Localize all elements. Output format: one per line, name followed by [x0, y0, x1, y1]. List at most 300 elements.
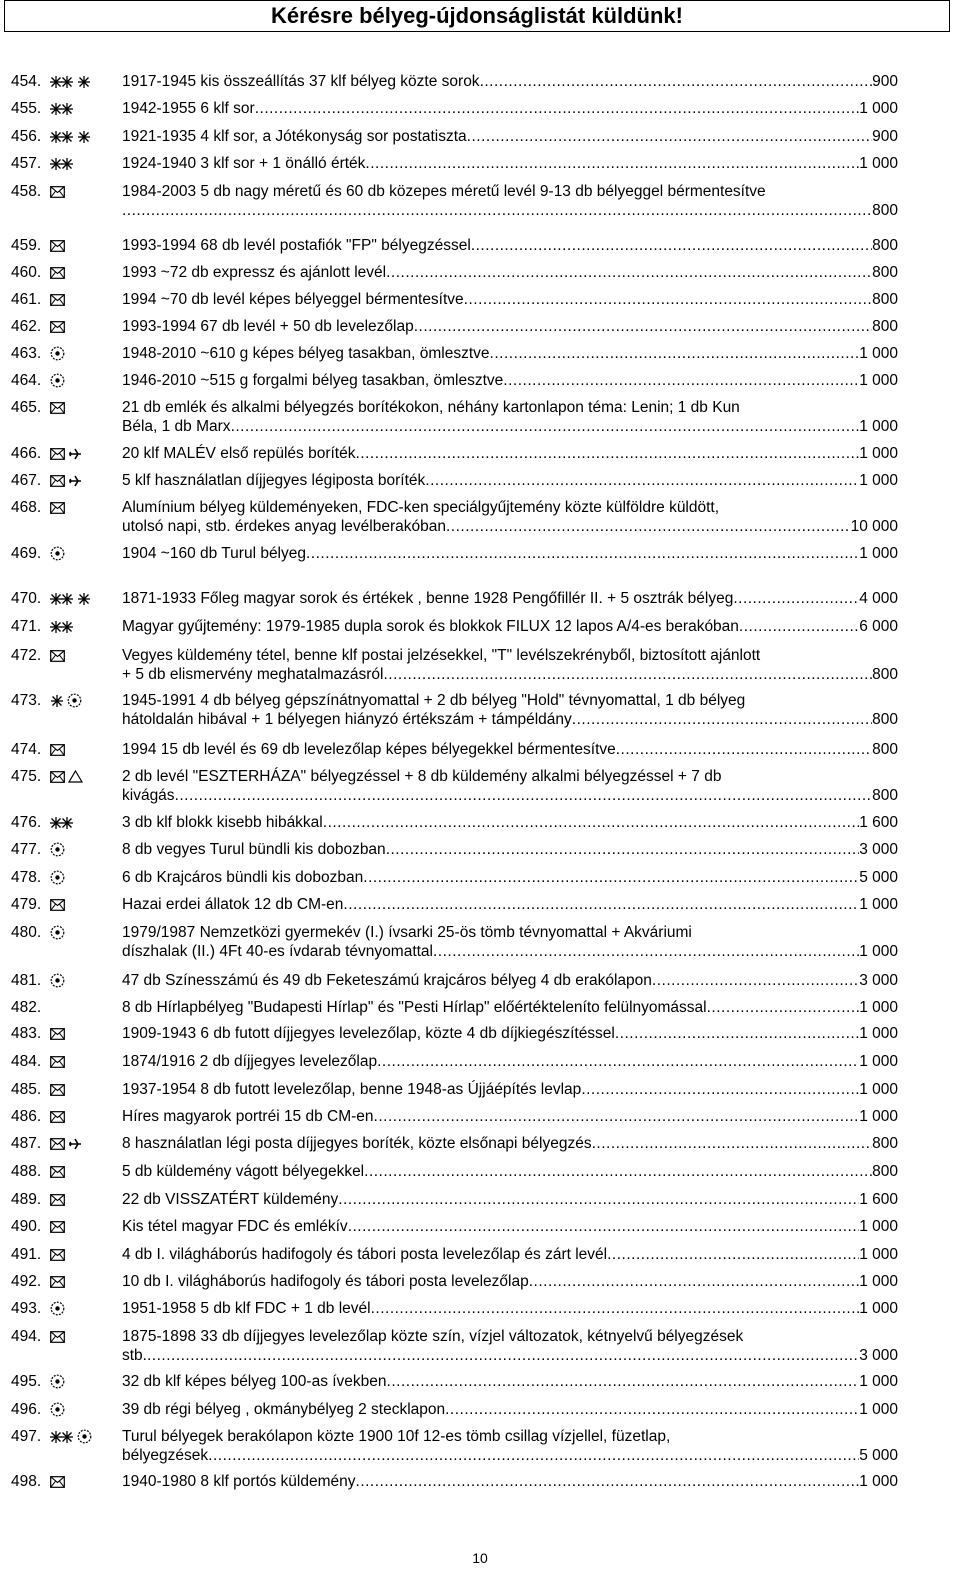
lot-price: 1 600	[859, 1191, 898, 1208]
dot-leader	[503, 371, 859, 390]
lot-price: 3 000	[859, 972, 898, 989]
envelope-icon	[50, 1056, 65, 1068]
lot-description-line: bélyegzések	[122, 1447, 209, 1464]
lot-icons	[50, 897, 65, 912]
lot-description	[122, 344, 898, 363]
dot-leader	[386, 840, 860, 859]
lot-number: 477.	[11, 841, 42, 858]
lot-number: 478.	[11, 869, 42, 886]
dot-leader	[231, 417, 860, 436]
lot-description-line: 1924-1940 3 klf sor + 1 önálló érték	[122, 155, 366, 172]
lot-price: 3 000	[859, 841, 898, 858]
lot-icons	[50, 842, 65, 857]
lot-icons	[50, 74, 91, 89]
lot-price: 5 000	[859, 869, 898, 886]
lot-icons	[50, 346, 65, 361]
lot-description	[122, 740, 898, 759]
lot-number: 470.	[11, 590, 42, 607]
lot-number: 498.	[11, 1473, 42, 1490]
page-title: Kérésre bélyeg-újdonságlistát küldünk!	[271, 3, 683, 28]
lot-number: 468.	[11, 499, 42, 516]
postmark-icon	[77, 1429, 92, 1444]
lot-price: 800	[872, 711, 898, 728]
lot-number: 479.	[11, 896, 42, 913]
lot-price: 1 000	[859, 418, 898, 435]
lot-icons	[50, 1329, 65, 1344]
lot-description	[122, 813, 898, 832]
lot-description-line: utolsó napi, stb. érdekes anyag levélberakóban	[122, 518, 446, 535]
dot-leader	[572, 710, 872, 729]
dot-leader	[387, 1372, 860, 1391]
dot-leader	[616, 740, 872, 759]
envelope-icon	[50, 475, 65, 487]
lot-icons	[50, 815, 74, 830]
lot-price: 1 000	[859, 1300, 898, 1317]
lot-icons	[50, 973, 65, 988]
dot-leader	[356, 1472, 860, 1491]
envelope-icon	[50, 1166, 65, 1178]
envelope-icon	[50, 294, 65, 306]
lot-description	[122, 1427, 898, 1465]
lot-icons	[50, 619, 74, 634]
envelope-icon	[50, 1276, 65, 1288]
lot-description-line: 1951-1958 5 db klf FDC + 1 db levél	[122, 1300, 371, 1317]
dot-leader	[471, 236, 872, 255]
lot-number: 493.	[11, 1300, 42, 1317]
dot-leader	[208, 1446, 859, 1465]
dot-leader	[446, 517, 851, 536]
lot-icons	[50, 591, 91, 606]
lot-price: 1 000	[859, 1081, 898, 1098]
envelope-icon	[50, 650, 65, 662]
lot-description-line: 1921-1935 4 klf sor, a Jótékonyság sor postatiszta	[122, 128, 467, 145]
lot-price: 1 000	[859, 100, 898, 117]
lot-description-line: Vegyes küldemény tétel, benne klf postai jelzésekkel, "T" levélszekrényből, biztosított ajánlott	[122, 647, 761, 664]
lot-number: 457.	[11, 155, 42, 172]
lot-number: 483.	[11, 1025, 42, 1042]
envelope-icon	[50, 267, 65, 279]
lot-description	[122, 263, 898, 282]
lot-description	[122, 498, 898, 536]
lot-description-line: hátoldalán hibával + 1 bélyegen hiányzó értékszám + támpéldány	[122, 711, 572, 728]
lot-number: 487.	[11, 1135, 42, 1152]
lot-description	[122, 1272, 898, 1291]
page-number: 10	[472, 1550, 488, 1566]
lot-number: 484.	[11, 1053, 42, 1070]
envelope-icon	[50, 1084, 65, 1096]
lot-price: 800	[872, 666, 898, 683]
page-banner	[4, 0, 950, 32]
lot-number: 454.	[11, 73, 42, 90]
dot-leader	[371, 1299, 860, 1318]
airplane-icon	[68, 474, 82, 488]
lot-description	[122, 895, 898, 914]
lot-icons	[50, 156, 74, 171]
postmark-icon	[50, 870, 65, 885]
lot-description-line: Alumínium bélyeg küldeményeken, FDC-ken speciálgyűjtemény közte külföldre küldött,	[122, 499, 720, 516]
lot-number: 476.	[11, 814, 42, 831]
dot-leader	[306, 544, 859, 563]
lot-description-line: 1937-1954 8 db futott levelezőlap, benne 1948-as Újjáépítés levlap	[122, 1081, 582, 1098]
lot-description	[122, 1400, 898, 1419]
lot-description-line: + 5 db elismervény meghatalmazásról	[122, 666, 384, 683]
lot-price: 800	[872, 787, 898, 804]
dot-leader	[480, 72, 873, 91]
dot-leader	[529, 1272, 859, 1291]
lot-number: 491.	[11, 1246, 42, 1263]
lot-description-line: 22 db VISSZATÉRT küldemény	[122, 1191, 339, 1208]
lot-icons	[50, 693, 82, 708]
lot-description	[122, 1052, 898, 1071]
envelope-icon	[50, 1138, 65, 1150]
dot-leader	[615, 1024, 859, 1043]
lot-description-line: 39 db régi bélyeg , okmánybélyeg 2 stecklapon	[122, 1401, 446, 1418]
lot-description	[122, 371, 898, 390]
envelope-icon	[50, 1476, 65, 1488]
lot-description-line: 1984-2003 5 db nagy méretű és 60 db közepes méretű levél 9-13 db bélyeggel bérmentesítve	[122, 183, 766, 200]
lot-icons	[50, 1054, 65, 1069]
lot-description-line: 1994 ~70 db levél képes bélyeggel bérmentesítve	[122, 291, 464, 308]
lot-description-line: 4 db I. világháborús hadifogoly és tábori posta levelezőlap és zárt levél	[122, 1246, 608, 1263]
lot-number: 490.	[11, 1218, 42, 1235]
lot-description	[122, 1245, 898, 1264]
airplane-icon	[68, 1137, 82, 1151]
envelope-icon	[50, 240, 65, 252]
lot-icons	[50, 292, 65, 307]
lot-number: 463.	[11, 345, 42, 362]
dot-leader	[363, 868, 859, 887]
envelope-icon	[50, 771, 65, 783]
lot-description-line: 8 használatlan légi posta díjjegyes boríték, közte elsőnapi bélyegzés	[122, 1135, 592, 1152]
lot-price: 1 000	[859, 1401, 898, 1418]
lot-icons	[50, 1274, 65, 1289]
postmark-icon	[50, 1374, 65, 1389]
lot-number: 460.	[11, 264, 42, 281]
lot-description-line: 1948-2010 ~610 g képes bélyeg tasakban, ömlesztve	[122, 345, 490, 362]
envelope-icon	[50, 321, 65, 333]
lot-description-line: stb.	[122, 1347, 147, 1364]
lot-description-line: 1946-2010 ~515 g forgalmi bélyeg tasakban, ömlesztve	[122, 372, 504, 389]
lot-description	[122, 1107, 898, 1126]
lot-price: 1 000	[859, 999, 898, 1016]
lot-description	[122, 767, 898, 805]
dot-leader	[607, 1245, 859, 1264]
lot-number: 475.	[11, 768, 42, 785]
lot-description	[122, 1299, 898, 1318]
dot-leader	[338, 1190, 859, 1209]
lot-description	[122, 923, 898, 961]
dot-leader	[425, 471, 859, 490]
postmark-icon	[67, 693, 82, 708]
lot-icons	[50, 1402, 65, 1417]
triangle-icon	[68, 770, 83, 783]
lot-price: 1 000	[859, 1373, 898, 1390]
lot-number: 467.	[11, 472, 42, 489]
lot-description	[122, 998, 898, 1017]
asterisk-double-icon	[50, 816, 74, 830]
airplane-icon	[68, 447, 82, 461]
lot-number: 488.	[11, 1163, 42, 1180]
dot-leader	[707, 998, 860, 1017]
dot-leader	[343, 895, 859, 914]
lot-number: 456.	[11, 128, 42, 145]
lot-description-line: 6 db Krajcáros bündli kis dobozban	[122, 869, 364, 886]
lot-description-line: 1904 ~160 db Turul bélyeg	[122, 545, 306, 562]
lot-description	[122, 99, 898, 118]
lot-description-line: 1917-1945 kis összeállítás 37 klf bélyeg közte sorok	[122, 73, 480, 90]
envelope-icon	[50, 1194, 65, 1206]
envelope-icon	[50, 502, 65, 514]
lot-price: 1 000	[859, 943, 898, 960]
lot-price: 800	[872, 291, 898, 308]
dot-leader	[592, 1134, 873, 1153]
lot-number: 497.	[11, 1428, 42, 1445]
lot-icons	[50, 238, 65, 253]
lot-price: 4 000	[859, 590, 898, 607]
lot-number: 464.	[11, 372, 42, 389]
lot-price: 1 000	[859, 1025, 898, 1042]
postmark-icon	[50, 373, 65, 388]
lot-description	[122, 868, 898, 887]
lot-description	[122, 127, 898, 146]
lot-description-line: 1945-1991 4 db bélyeg gépszínátnyomattal + 2 db bélyeg "Hold" tévnyomattal, 1 db bélyeg	[122, 692, 746, 709]
lot-description	[122, 1217, 898, 1236]
dot-leader	[323, 813, 859, 832]
envelope-icon	[50, 744, 65, 756]
lot-description-line: 5 klf használatlan díjjegyes légiposta boríték	[122, 472, 426, 489]
lot-description	[122, 646, 898, 684]
lot-icons	[50, 1026, 65, 1041]
lot-icons	[50, 1082, 65, 1097]
lot-number: 481.	[11, 972, 42, 989]
lot-description-line: 1871-1933 Főleg magyar sorok és értékek , benne 1928 Pengőfillér II. + 5 osztrák bélyeg	[122, 590, 734, 607]
dot-leader	[348, 1217, 860, 1236]
lot-number: 471.	[11, 618, 42, 635]
lot-description	[122, 1327, 898, 1365]
lot-icons	[50, 1164, 65, 1179]
lot-description	[122, 471, 898, 490]
dot-leader	[122, 201, 872, 220]
postmark-icon	[50, 973, 65, 988]
lot-description-line: 1940-1980 8 klf portós küldemény	[122, 1473, 356, 1490]
lot-price: 1 000	[859, 372, 898, 389]
lot-price: 1 000	[859, 445, 898, 462]
lot-description-line: 3 db klf blokk kisebb hibákkal	[122, 814, 323, 831]
lot-description	[122, 444, 898, 463]
lot-icons	[50, 1429, 92, 1444]
dot-leader	[175, 786, 873, 805]
lot-price: 1 600	[859, 814, 898, 831]
lot-description	[122, 1190, 898, 1209]
lot-icons	[50, 1136, 82, 1151]
lot-description	[122, 1024, 898, 1043]
lot-description-line: 20 klf MALÉV első repülés boríték	[122, 445, 356, 462]
envelope-icon	[50, 1249, 65, 1261]
lot-icons	[50, 648, 65, 663]
envelope-icon	[50, 448, 65, 460]
asterisk-double-icon	[50, 592, 74, 606]
lot-description-line: 1993-1994 68 db levél postafiók "FP" bélyegzéssel	[122, 237, 471, 254]
lot-price: 800	[872, 237, 898, 254]
lot-description	[122, 154, 898, 173]
dot-leader	[581, 1080, 859, 1099]
lot-number: 462.	[11, 318, 42, 335]
lot-description	[122, 1134, 898, 1153]
lot-description-line: Turul bélyegek berakólapon közte 1900 10f 12-es tömb csillag vízjellel, füzetlap,	[122, 1428, 671, 1445]
lot-description	[122, 617, 898, 636]
lot-number: 472.	[11, 647, 42, 664]
lot-description-line: 1993-1994 67 db levél + 50 db levelezőlap	[122, 318, 414, 335]
lot-price: 800	[872, 741, 898, 758]
lot-price: 3 000	[859, 1347, 898, 1364]
lot-price: 1 000	[859, 545, 898, 562]
lot-price: 5 000	[859, 1447, 898, 1464]
lot-description-line: 1942-1955 6 klf sor	[122, 100, 255, 117]
lot-description-line: 1994 15 db levél és 69 db levelezőlap képes bélyegekkel bérmentesítve	[122, 741, 616, 758]
lot-description-line: Kis tétel magyar FDC és emlékív	[122, 1218, 348, 1235]
lot-price: 1 000	[859, 1108, 898, 1125]
asterisk-icon	[77, 75, 91, 89]
dot-leader	[364, 1162, 872, 1181]
lot-icons	[50, 925, 65, 940]
lot-number: 482.	[11, 999, 42, 1016]
asterisk-icon	[77, 130, 91, 144]
lot-description-line: kivágás	[122, 787, 175, 804]
envelope-icon	[50, 1028, 65, 1040]
lot-description-line: 1909-1943 6 db futott díjjegyes levelezőlap, közte 4 db díjkiegészítéssel	[122, 1025, 615, 1042]
lot-price: 1 000	[859, 1218, 898, 1235]
lot-description-line: 8 db vegyes Turul bündli kis dobozban	[122, 841, 386, 858]
lot-icons	[50, 500, 65, 515]
dot-leader	[414, 317, 872, 336]
lot-description-line: 8 db Hírlapbélyeg "Budapesti Hírlap" és "Pesti Hírlap" előértékteleníto felülnyomással	[122, 999, 707, 1016]
lot-description-line: 1979/1987 Nemzetközi gyermekév (I.) ívsarki 25-ös tömb tévnyomattal + Akváriumi	[122, 924, 692, 941]
lot-description	[122, 971, 898, 990]
lot-price: 800	[872, 318, 898, 335]
lot-number: 486.	[11, 1108, 42, 1125]
lot-number: 494.	[11, 1328, 42, 1345]
lot-icons	[50, 184, 65, 199]
lot-price: 800	[872, 1163, 898, 1180]
lot-description	[122, 236, 898, 255]
lot-description-line: 1874/1916 2 db díjjegyes levelezőlap	[122, 1053, 378, 1070]
lot-icons	[50, 319, 65, 334]
asterisk-double-icon	[50, 620, 74, 634]
lot-description-line: 21 db emlék és alkalmi bélyegzés borítékokon, néhány kartonlapon téma: Lenin; 1 db Kun	[122, 399, 740, 416]
lot-icons	[50, 265, 65, 280]
lot-icons	[50, 473, 82, 488]
lot-number: 458.	[11, 183, 42, 200]
lot-number: 459.	[11, 237, 42, 254]
lot-description-line: díszhalak (II.) 4Ft 40-es ívdarab tévnyomattal	[122, 943, 433, 960]
envelope-icon	[50, 899, 65, 911]
lot-icons	[50, 742, 65, 757]
dot-leader	[445, 1400, 859, 1419]
lot-description-line: 1875-1898 33 db díjjegyes levelezőlap közte szín, vízjel változatok, kétnyelvű bélyegzések	[122, 1328, 744, 1345]
envelope-icon	[50, 1331, 65, 1343]
lot-icons	[50, 446, 82, 461]
lot-description-line: 10 db I. világháborús hadifogoly és tábori posta levelezőlap	[122, 1273, 529, 1290]
lot-icons	[50, 129, 91, 144]
lot-description	[122, 840, 898, 859]
lot-description	[122, 1372, 898, 1391]
dot-leader	[386, 263, 872, 282]
dot-leader	[147, 1346, 859, 1365]
lot-price: 1 000	[859, 896, 898, 913]
lot-icons	[50, 546, 65, 561]
lot-description	[122, 544, 898, 563]
lot-price: 1 000	[859, 1246, 898, 1263]
lot-description	[122, 1472, 898, 1491]
lot-number: 473.	[11, 692, 42, 709]
lot-number: 489.	[11, 1191, 42, 1208]
lot-description-line: 47 db Színesszámú és 49 db Feketeszámú krajcáros bélyeg 4 db erakólapon	[122, 972, 652, 989]
lot-price: 800	[872, 1135, 898, 1152]
dot-leader	[652, 971, 859, 990]
lot-icons	[50, 101, 74, 116]
lot-price: 6 000	[859, 618, 898, 635]
envelope-icon	[50, 402, 65, 414]
lot-price: 1 000	[859, 1273, 898, 1290]
dot-leader	[355, 444, 859, 463]
lot-icons	[50, 1374, 65, 1389]
lot-icons	[50, 1301, 65, 1316]
lot-price: 900	[872, 73, 898, 90]
dot-leader	[374, 1107, 860, 1126]
asterisk-double-icon	[50, 102, 74, 116]
postmark-icon	[50, 842, 65, 857]
dot-leader	[733, 589, 859, 608]
lot-icons	[50, 1219, 65, 1234]
lot-number: 455.	[11, 100, 42, 117]
lot-description-line: Béla, 1 db Marx	[122, 418, 231, 435]
dot-leader	[467, 127, 872, 146]
lot-description-line: Hazai erdei állatok 12 db CM-en	[122, 896, 344, 913]
lot-description	[122, 72, 898, 91]
lot-price: 1 000	[859, 155, 898, 172]
envelope-icon	[50, 1111, 65, 1123]
lot-description-line: 32 db klf képes bélyeg 100-as ívekben	[122, 1373, 387, 1390]
lot-description	[122, 290, 898, 309]
lot-number: 461.	[11, 291, 42, 308]
lot-number: 485.	[11, 1081, 42, 1098]
lot-number: 480.	[11, 924, 42, 941]
lot-price: 1 000	[859, 345, 898, 362]
lot-description-line: 1993 ~72 db expressz és ajánlott levél	[122, 264, 387, 281]
postmark-icon	[50, 346, 65, 361]
asterisk-double-icon	[50, 75, 74, 89]
lot-icons	[50, 1109, 65, 1124]
lot-number: 469.	[11, 545, 42, 562]
lot-icons	[50, 373, 65, 388]
lot-description-line: 5 db küldemény vágott bélyegekkel	[122, 1163, 365, 1180]
lot-price: 10 000	[850, 518, 898, 535]
dot-leader	[255, 99, 860, 118]
lot-price: 800	[872, 264, 898, 281]
lot-icons	[50, 769, 83, 784]
lot-number: 492.	[11, 1273, 42, 1290]
lot-price: 1 000	[859, 1053, 898, 1070]
lot-description	[122, 1080, 898, 1099]
dot-leader	[383, 665, 872, 684]
dot-leader	[365, 154, 859, 173]
asterisk-double-icon	[50, 1430, 74, 1444]
lot-description-line: 2 db levél "ESZTERHÁZA" bélyegzéssel + 8 db küldemény alkalmi bélyegzéssel + 7 db	[122, 768, 722, 785]
lot-price: 800	[872, 202, 898, 219]
lot-price: 900	[872, 128, 898, 145]
lot-description	[122, 317, 898, 336]
dot-leader	[739, 617, 859, 636]
